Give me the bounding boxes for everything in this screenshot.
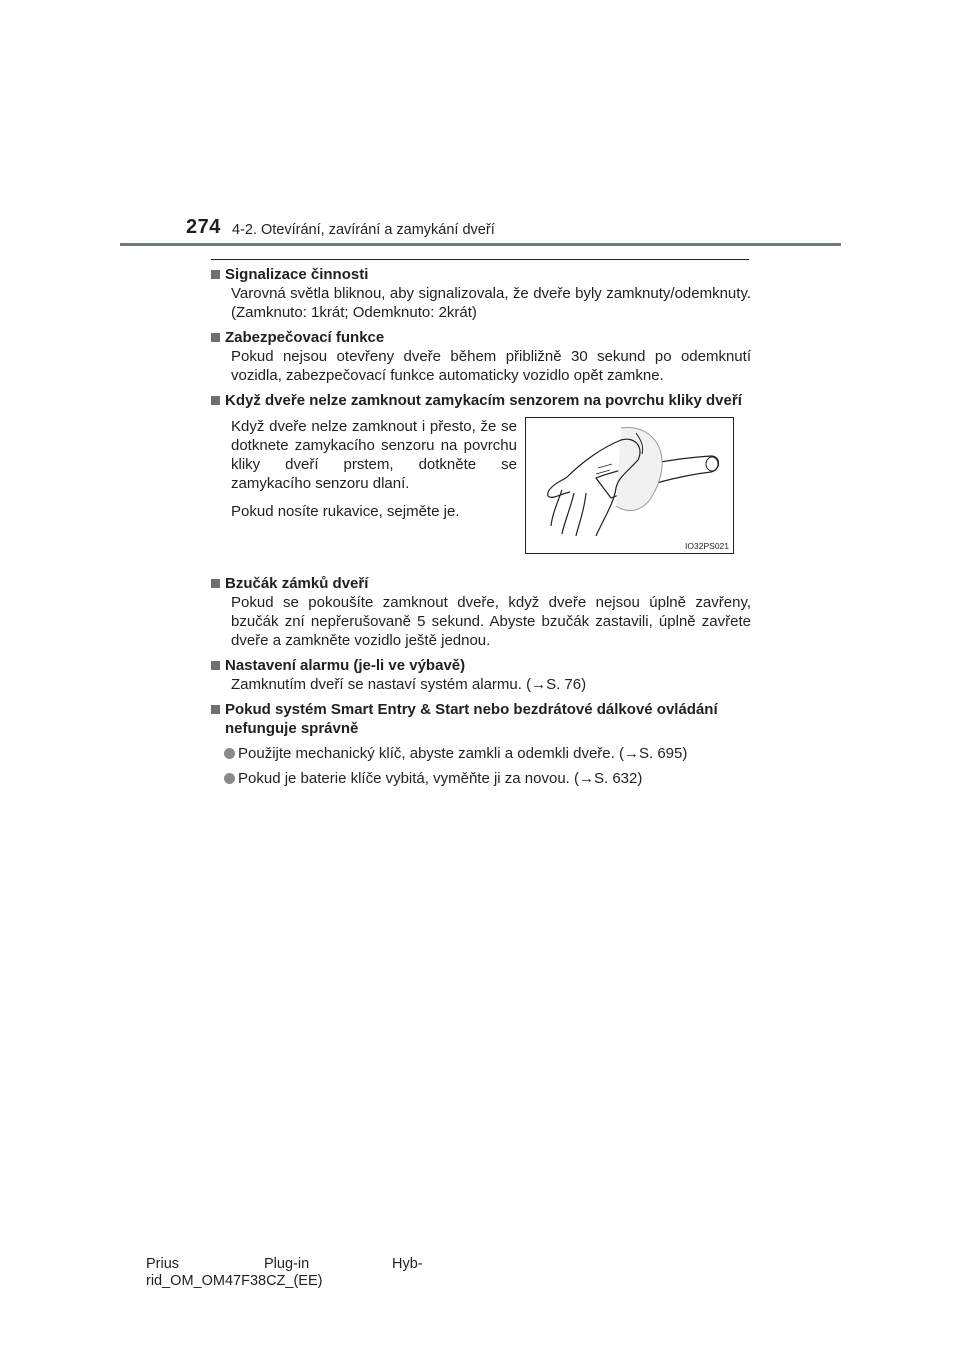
footer (146, 1256, 423, 1290)
square-bullet-icon (211, 661, 220, 670)
section-text-zabezpecovaci: Pokud nejsou otevřeny dveře během přibližně 30 sekund po odemknutí vozidla, zabezpečovací funkce automaticky vozidlo opět zamkne. (231, 348, 751, 384)
bullet-item-mechanical-key: Použijte mechanický klíč, abyste zamkli a odemkli dveře. (→S. 695) (211, 744, 751, 763)
section-text-signalizace: Varovná světla bliknou, aby signalizovala, že dveře byly zamknuty/odemknuty. (Zamknuto: 1krát; Odemknuto: 2krát) (231, 285, 751, 321)
section-heading-smart-entry: Pokud systém Smart Entry & Start nebo bezdrátové dálkové ovládání nefunguje správně (211, 700, 751, 738)
square-bullet-icon (211, 396, 220, 405)
footer-model-3: Hyb- (392, 1256, 423, 1272)
section-text-senzor-2: Pokud nosíte rukavice, sejměte je. (231, 503, 460, 520)
page-number: 274 (186, 216, 221, 238)
section-heading-alarm: Nastavení alarmu (je-li ve výbavě) (211, 656, 751, 675)
hand-on-handle-drawing (526, 418, 733, 553)
section-heading-bzucak: Bzučák zámků dveří (211, 574, 751, 593)
door-handle-illustration (525, 417, 734, 554)
bullet-item-battery: Pokud je baterie klíče vybitá, vyměňte ji za novou. (→S. 632) (211, 769, 751, 788)
square-bullet-icon (211, 270, 220, 279)
header-rule (120, 243, 841, 246)
footer-model-1: Prius (146, 1256, 180, 1272)
footer-doc-code: rid_OM_OM47F38CZ_(EE) (146, 1273, 323, 1289)
figure-text (231, 417, 517, 530)
figure-code: IO32PS021 (685, 541, 729, 551)
square-bullet-icon (211, 579, 220, 588)
section-text-alarm: Zamknutím dveří se nastaví systém alarmu. (→S. 76) (231, 676, 587, 693)
round-bullet-icon (224, 773, 235, 784)
square-bullet-icon (211, 333, 220, 342)
section-text-bzucak: Pokud se pokoušíte zamknout dveře, když dveře nejsou úplně zavřeny, bzučák zní nepřerušovaně 5 sekund. Abyste bzučák zastavili, úplně zavřete dveře a zamkněte vozidlo ještě jednou. (231, 594, 751, 649)
square-bullet-icon (211, 705, 220, 714)
section-rule (211, 259, 749, 260)
section-heading-signalizace: Signalizace činnosti (211, 265, 751, 284)
section-heading-senzor: Když dveře nelze zamknout zamykacím senzorem na povrchu kliky dveří (211, 391, 751, 410)
round-bullet-icon (224, 748, 235, 759)
section-heading-zabezpecovaci: Zabezpečovací funkce (211, 328, 751, 347)
section-text-senzor-1: Když dveře nelze zamknout i přesto, že se dotknete zamykacího senzoru na povrchu kliky dveří prstem, dotkněte se zamykacího senzoru dlaní. (231, 418, 517, 492)
chapter-title: 4-2. Otevírání, zavírání a zamykání dveří (232, 222, 495, 238)
footer-model-2: Plug-in (264, 1256, 310, 1272)
